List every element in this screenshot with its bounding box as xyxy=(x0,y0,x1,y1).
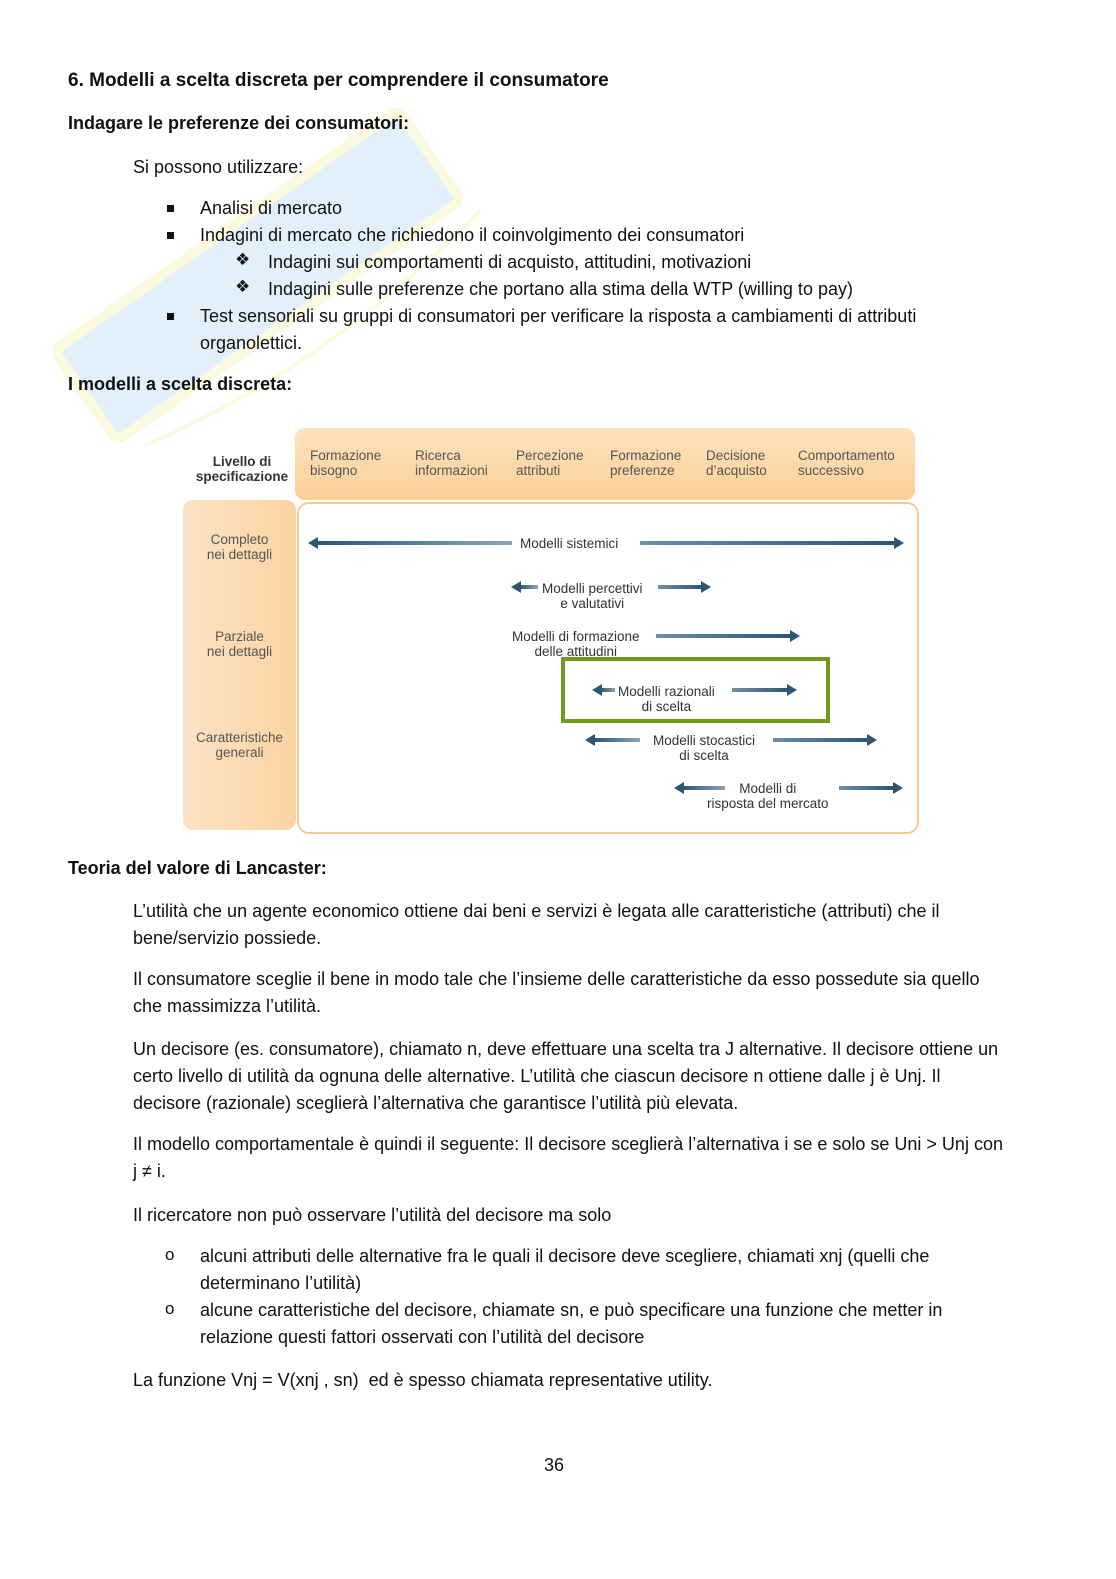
discrete-choice-models-diagram xyxy=(180,428,922,838)
paragraph: La funzione Vnj = V(xnj , sn) ed è spesso chiamata representative utility. xyxy=(133,1370,713,1390)
stage-label: Formazione preferenze xyxy=(610,448,682,478)
left-arrow-icon xyxy=(317,541,512,545)
paragraph: Il consumatore sceglie il bene in modo tale che l’insieme delle caratteristiche da esso possedute sia quello che massimizza l’utilità. xyxy=(133,969,980,1016)
model-label: Modelli percettivi e valutativi xyxy=(542,581,643,611)
lancaster-heading: Teoria del valore di Lancaster: xyxy=(68,858,327,878)
right-arrow-icon xyxy=(656,634,791,638)
preferences-heading: Indagare le preferenze dei consumatori: xyxy=(68,113,410,133)
circle-bullet-icon: o xyxy=(165,1245,175,1264)
list-item: Analisi di mercato xyxy=(200,198,343,218)
model-label: Modelli razionali di scelta xyxy=(618,684,715,714)
stage-label: Comportamento successivo xyxy=(798,448,895,478)
level-label: Parziale nei dettagli xyxy=(206,629,273,659)
list-item: alcuni attributi delle alternative fra le quali il decisore deve scegliere, chiamati xnj (quelli che determinano l’utilità) xyxy=(200,1246,930,1293)
model-label: Modelli di risposta del mercato xyxy=(707,781,829,811)
list-item: Test sensoriali su gruppi di consumatori per verificare la risposta a cambiamenti di attributi xyxy=(200,306,917,326)
preferences-intro: Si possono utilizzare: xyxy=(133,157,304,177)
list-item: alcune caratteristiche del decisore, chiamate sn, e può specificare una funzione che metter in relazione questi fattori osservati con l’utilità del decisore xyxy=(200,1300,943,1347)
left-arrow-icon xyxy=(601,688,615,692)
paragraph: Il ricercatore non può osservare l’utilità del decisore ma solo xyxy=(133,1205,612,1225)
square-bullet-icon xyxy=(167,313,174,320)
right-arrow-icon xyxy=(640,541,895,545)
level-label: Caratteristiche generali xyxy=(195,730,284,760)
list-item: Indagini di mercato che richiedono il coinvolgimento dei consumatori xyxy=(200,225,745,245)
paragraph: Il modello comportamentale è quindi il seguente: Il decisore sceglierà l’alternativa i se e solo se Uni > Unj con j ≠ i. xyxy=(133,1134,1003,1181)
stage-label: Percezione attributi xyxy=(516,448,584,478)
right-arrow-icon xyxy=(658,585,702,589)
stage-label: Decisione d’acquisto xyxy=(706,448,767,478)
sub-list-item: Indagini sui comportamenti di acquisto, attitudini, motivazioni xyxy=(268,252,752,272)
diamond-bullet-icon: ❖ xyxy=(235,250,251,269)
models-heading: I modelli a scelta discreta: xyxy=(68,374,293,394)
level-label: Completo nei dettagli xyxy=(206,532,273,562)
right-arrow-icon xyxy=(732,688,788,692)
list-item-continuation: organolettici. xyxy=(200,333,303,353)
paragraph: L’utilità che un agente economico ottiene dai beni e servizi è legata alle caratteristiche (attributi) che il bene/servizio possiede. xyxy=(133,901,940,948)
square-bullet-icon xyxy=(167,205,174,212)
model-label: Modelli stocastici di scelta xyxy=(653,733,756,763)
page-number: 36 xyxy=(544,1455,565,1475)
left-arrow-icon xyxy=(520,585,538,589)
paragraph: Un decisore (es. consumatore), chiamato n, deve effettuare una scelta tra J alternative. Il decisore ottiene un certo livello di utilità da ognuna delle alternative. L’utilità che ciascun decisore n ottiene dalle j è Unj. Il decisore (razionale) sceglierà l’alternativa che garantisce l’utilità più elevata. xyxy=(133,1039,999,1113)
corner-label: Livello di specificazione xyxy=(195,454,289,484)
right-arrow-icon xyxy=(839,786,894,790)
diamond-bullet-icon: ❖ xyxy=(235,277,251,296)
stage-label: Ricerca informazioni xyxy=(415,448,488,478)
section-title: 6. Modelli a scelta discreta per comprendere il consumatore xyxy=(68,70,609,91)
model-label: Modelli sistemici xyxy=(520,536,619,551)
sub-list-item: Indagini sulle preferenze che portano alla stima della WTP (willing to pay) xyxy=(268,279,853,299)
left-arrow-icon xyxy=(594,738,640,742)
right-arrow-icon xyxy=(773,738,868,742)
stage-label: Formazione bisogno xyxy=(310,448,382,478)
model-label: Modelli di formazione delle attitudini xyxy=(512,629,640,659)
circle-bullet-icon: o xyxy=(165,1299,175,1318)
square-bullet-icon xyxy=(167,232,174,239)
